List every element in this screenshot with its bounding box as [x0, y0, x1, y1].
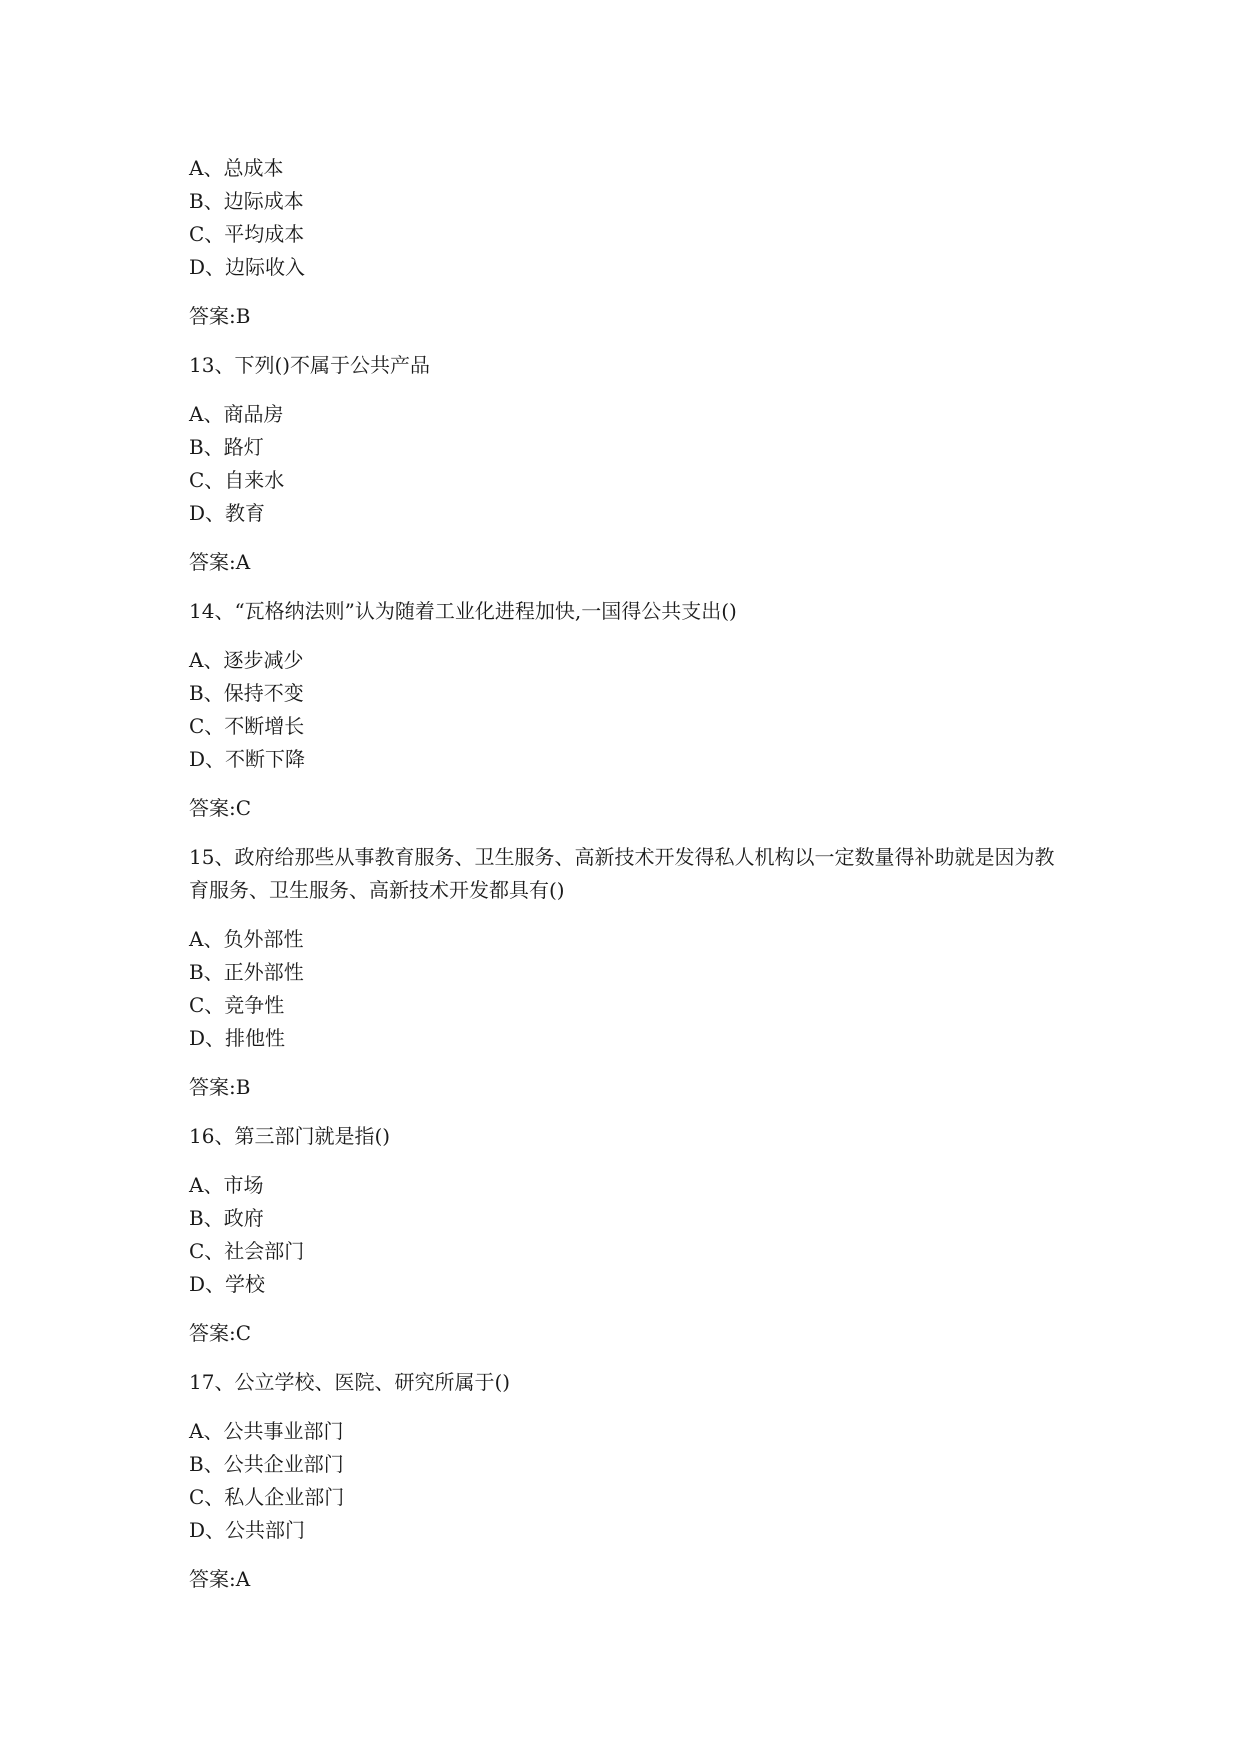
option-d: D、学校	[189, 1272, 266, 1296]
option-d: D、教育	[189, 501, 266, 525]
question-block-16	[189, 1120, 1089, 1366]
option-d: D、边际收入	[189, 255, 306, 279]
option-b: B、保持不变	[189, 681, 304, 705]
option-c: C、社会部门	[189, 1239, 305, 1263]
option-b: B、路灯	[189, 435, 264, 459]
question-stem: 17、公立学校、医院、研究所属于()	[189, 1370, 511, 1394]
option-a: A、总成本	[189, 156, 284, 180]
question-block-12	[189, 152, 1089, 349]
question-block-15	[189, 841, 1089, 1120]
question-stem: 16、第三部门就是指()	[189, 1124, 391, 1148]
answer: 答案:A	[189, 550, 251, 574]
question-stem: 14、“瓦格纳法则”认为随着工业化进程加快,一国得公共支出()	[189, 599, 737, 623]
option-a: A、商品房	[189, 402, 284, 426]
option-c: C、私人企业部门	[189, 1485, 345, 1509]
option-a: A、市场	[189, 1173, 264, 1197]
option-b: B、公共企业部门	[189, 1452, 344, 1476]
option-d: D、排他性	[189, 1026, 286, 1050]
answer: 答案:C	[189, 796, 252, 820]
option-b: B、正外部性	[189, 960, 304, 984]
option-d: D、公共部门	[189, 1518, 306, 1542]
option-a: A、负外部性	[189, 927, 304, 951]
answer: 答案:C	[189, 1321, 252, 1345]
question-stem: 15、政府给那些从事教育服务、卫生服务、高新技术开发得私人机构以一定数量得补助就是因为教育服务、卫生服务、高新技术开发都具有()	[189, 845, 1055, 902]
option-a: A、公共事业部门	[189, 1419, 344, 1443]
option-c: C、平均成本	[189, 222, 305, 246]
option-c: C、不断增长	[189, 714, 305, 738]
answer: 答案:B	[189, 1075, 251, 1099]
question-block-17	[189, 1366, 1089, 1596]
option-b: B、政府	[189, 1206, 264, 1230]
option-c: C、自来水	[189, 468, 285, 492]
question-stem: 13、下列()不属于公共产品	[189, 353, 431, 377]
question-block-13	[189, 349, 1089, 595]
answer: 答案:A	[189, 1567, 251, 1591]
option-a: A、逐步减少	[189, 648, 304, 672]
question-block-14	[189, 595, 1089, 841]
answer: 答案:B	[189, 304, 251, 328]
option-b: B、边际成本	[189, 189, 304, 213]
option-d: D、不断下降	[189, 747, 306, 771]
option-c: C、竞争性	[189, 993, 285, 1017]
document-page	[189, 152, 1089, 1596]
